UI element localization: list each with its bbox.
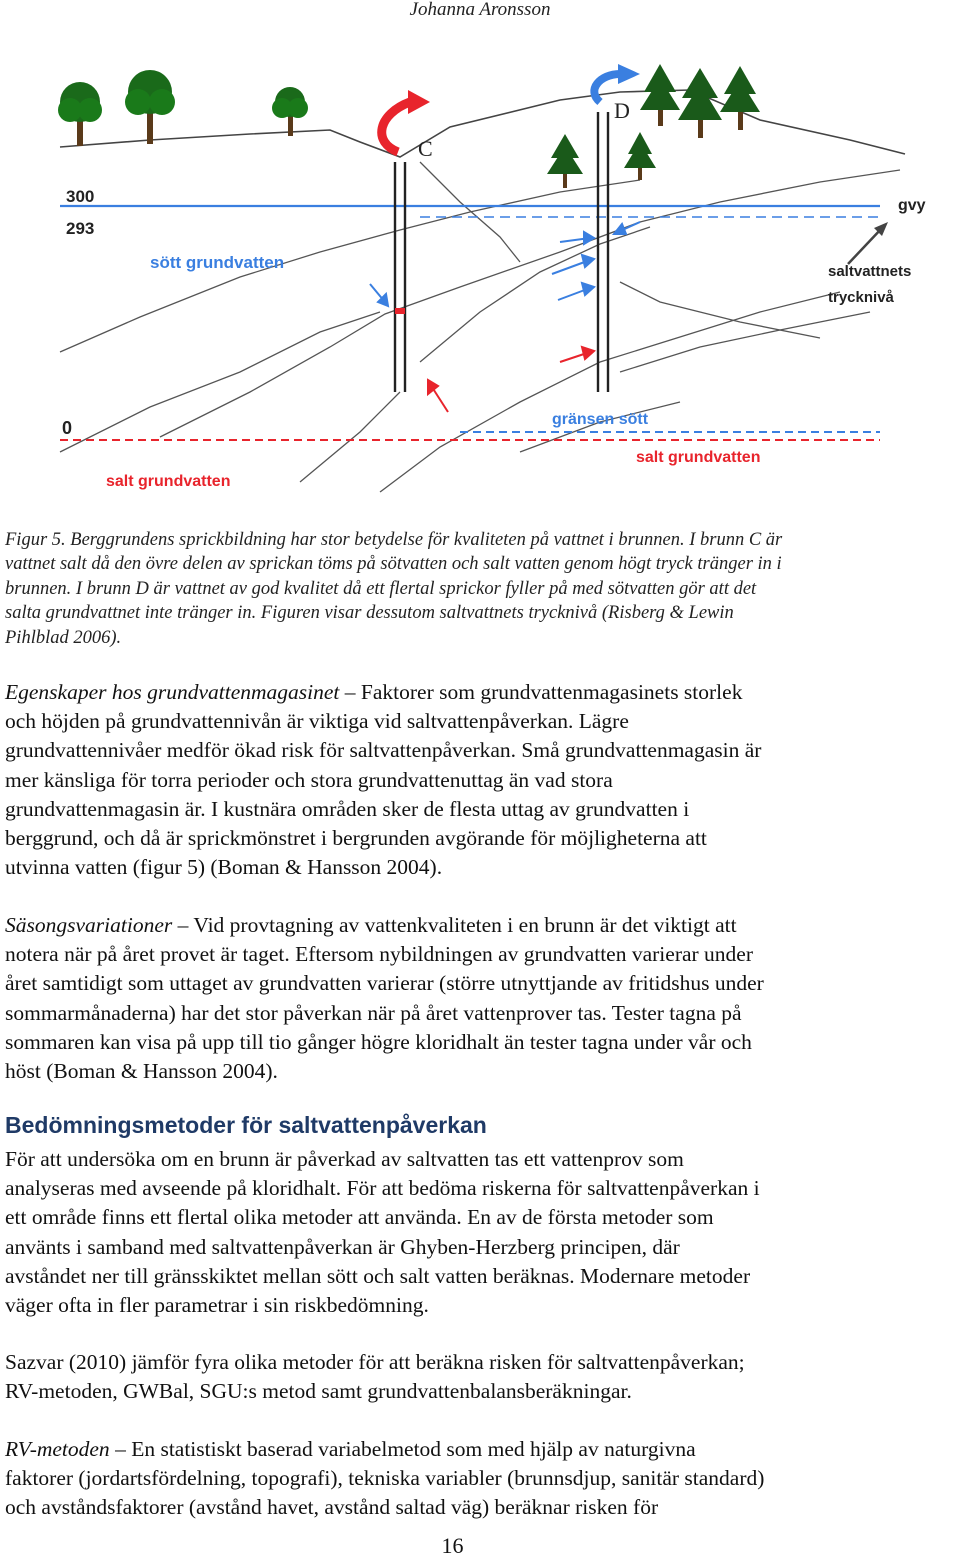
paragraph-line: – En statistiskt baserad variabelmetod som med hjälp av naturgivna xyxy=(109,1437,696,1461)
groundwater-well-diagram xyxy=(0,62,960,522)
tree-icons xyxy=(58,64,760,188)
paragraph-line: RV-metoden, GWBal, SGU:s metod samt grundvattenbalansberäkningar. xyxy=(5,1379,632,1404)
label-well-d: D xyxy=(614,98,630,123)
paragraph-line: höst (Boman & Hansson 2004). xyxy=(5,1059,278,1084)
caption-line: Pihlblad 2006). xyxy=(5,627,122,648)
page-header-author: Johanna Aronsson xyxy=(409,0,551,20)
caption-line: Figur 5. Berggrundens sprickbildning har stor betydelse för kvaliteten på vattnet i brunnen. I brunn C är xyxy=(5,530,783,550)
paragraph-lead: Egenskaper hos grundvattenmagasinet xyxy=(5,680,340,704)
label-salt-groundwater-left: salt grundvatten xyxy=(106,473,231,490)
paragraph-line: använts i samband med saltvattenpåverkan är Ghyben-Herzberg principen, där xyxy=(5,1234,680,1259)
paragraph-line: utvinna vatten (figur 5) (Boman & Hansson 2004). xyxy=(5,855,443,880)
paragraph-seasonal-variation xyxy=(5,911,910,1086)
well-c-salt-marker xyxy=(395,308,405,314)
well-d xyxy=(598,112,608,392)
label-gvy: gvy xyxy=(898,197,926,214)
well-c xyxy=(395,162,405,392)
paragraph-line: sommaren kan visa på upp till tio gånger högre kloridhalt än tester tagna under vår och xyxy=(5,1029,752,1054)
caption-line: brunnen. I brunn D är vattnet av god kvalitet då ett flertal sprickor fyller på med sötvatten gör att det xyxy=(5,578,757,599)
paragraph-assessment-intro xyxy=(5,1145,910,1320)
paragraph-line: och höjden på grundvattennivån är viktiga vid saltvattenpåverkan. Lägre xyxy=(5,709,629,734)
caption-line: salta grundvattnet inte tränger in. Figuren visar dessutom saltvattnets trycknivå (Risberg & Lewin xyxy=(5,603,734,624)
paragraph-line: analyseras med avseende på kloridhalt. För att bedöma riskerna för saltvattenpåverkan i xyxy=(5,1176,760,1201)
well-c-outflow-arrow xyxy=(382,102,410,152)
paragraph-line: För att undersöka om en brunn är påverkad av saltvatten tas ett vattenprov som xyxy=(5,1147,684,1171)
section-heading: Bedömningsmetoder för saltvattenpåverkan xyxy=(5,1112,487,1138)
salt-inflow-arrows xyxy=(428,347,594,412)
paragraph-sazvar xyxy=(5,1348,910,1406)
label-fresh-groundwater: sött grundvatten xyxy=(150,253,285,272)
paragraph-aquifer-properties xyxy=(5,678,910,882)
label-elev-0: 0 xyxy=(62,418,73,438)
label-salt-groundwater-right: salt grundvatten xyxy=(636,449,761,466)
ground-surface-line xyxy=(60,90,905,157)
paragraph-line: grundvattennivåer medför ökad risk för saltvattenpåverkan. Små grundvattenmagasin är xyxy=(5,738,762,763)
label-elev-293: 293 xyxy=(66,219,95,238)
paragraph-line: mer känsliga för torra perioder och stora grundvattenuttag än vad stora xyxy=(5,767,613,792)
paragraph-line: väger ofta in fler parametrar i sin riskbedömning. xyxy=(5,1293,429,1318)
rock-fractures xyxy=(60,162,900,492)
label-elev-300: 300 xyxy=(66,187,95,206)
paragraph-line: faktorer (jordartsfördelning, topografi), tekniska variabler (brunnsdjup, sanitär standard) xyxy=(5,1466,765,1491)
label-salt-pressure-2: trycknivå xyxy=(828,289,894,306)
label-well-c: C xyxy=(418,136,433,161)
paragraph-line: Sazvar (2010) jämför fyra olika metoder för att beräkna risken för saltvattenpåverkan; xyxy=(5,1350,745,1374)
paragraph-lead: RV-metoden xyxy=(5,1437,110,1461)
paragraph-line: – Vid provtagning av vattenkvaliteten i en brunn är det viktigt att xyxy=(172,913,737,937)
paragraph-line: och avståndsfaktorer (avstånd havet, avstånd saltad väg) beräknar risken för xyxy=(5,1495,659,1520)
label-fresh-boundary: gränsen sött xyxy=(552,411,649,428)
page-number: 16 xyxy=(441,1533,464,1558)
fresh-inflow-arrows xyxy=(370,222,640,306)
paragraph-line: berggrund, och då är sprickmönstret i bergrunden avgörande för möjligheterna att xyxy=(5,826,707,851)
figure-caption xyxy=(5,528,905,650)
paragraph-line: – Faktorer som grundvattenmagasinets storlek xyxy=(339,680,743,704)
paragraph-line: avståndet ner till gränsskiktet mellan sött och salt vatten beräknas. Modernare metoder xyxy=(5,1263,751,1288)
paragraph-line: notera när på året provet är taget. Eftersom nybildningen av grundvatten varierar under xyxy=(5,942,754,967)
paragraph-line: ett område finns ett flertal olika metoder att använda. En av de första metoder som xyxy=(5,1205,714,1230)
paragraph-line: grundvattenmagasin är. I kustnära områden sker de flesta uttag av grundvatten i xyxy=(5,796,690,821)
caption-line: vattnet salt då den övre delen av sprickan töms på sötvatten och salt vatten genom högt tryck tränger in i xyxy=(5,554,782,575)
paragraph-rv-method xyxy=(5,1435,910,1523)
paragraph-line: sommarmånaderna) har det stor påverkan när på året vattenprover tas. Tester tagna på xyxy=(5,1000,742,1025)
label-salt-pressure-1: saltvattnets xyxy=(828,263,912,280)
paragraph-lead: Säsongsvariationer xyxy=(5,913,173,937)
paragraph-line: året samtidigt som uttaget av grundvatten varierar (större utnyttjande av fritidshus under xyxy=(5,971,764,996)
